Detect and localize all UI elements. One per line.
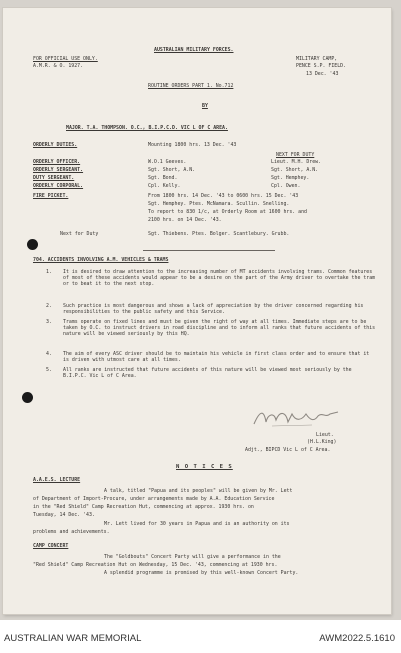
camp-concert-heading: CAMP CONCERT bbox=[33, 543, 69, 549]
item-number: 5. bbox=[46, 367, 52, 373]
duty-next: Sgt. Short, A.N. bbox=[271, 167, 319, 173]
archive-name: AUSTRALIAN WAR MEMORIAL bbox=[4, 633, 142, 644]
orderly-duties-heading: ORDERLY DUTIES. bbox=[33, 142, 78, 148]
duty-label: ORDERLY CORPORAL. bbox=[33, 183, 84, 189]
item-text: It is desired to draw attention to the increasing number of MT accidents involving trams. Common features of most of these accidents would appear to be a desire on the part of the Army driver to overtake the tram or to beat it to the next stop. bbox=[63, 269, 376, 287]
aaes-line: A talk, titled "Papua and its peoples" will be given by Mr. Lett bbox=[104, 488, 293, 494]
official-use-label: FOR OFFICIAL USE ONLY. bbox=[33, 56, 98, 62]
duty-label: DUTY SERGEANT. bbox=[33, 175, 75, 181]
punch-hole-top bbox=[27, 239, 38, 250]
fire-picket-line: To report to 830 1/c, at Orderly Room at 1600 hrs. and bbox=[148, 209, 307, 215]
concert-line: The "Goldbouts" Concert Party will give a performance in the bbox=[104, 554, 281, 560]
next-for-duty-names: Sgt. Thiebens. Ptes. Bolger. Scantlebury. Grubb. bbox=[148, 231, 290, 237]
by-label: BY bbox=[202, 103, 208, 109]
aaes-line: of Department of Import-Procure, under arrangements made by A.A. Education Service bbox=[33, 496, 275, 502]
item-number: 2. bbox=[46, 303, 52, 309]
signature-scrawl-icon bbox=[252, 406, 342, 430]
mounting-time: Mounting 1800 hrs. 13 Dec. '43 bbox=[148, 142, 237, 148]
archive-reference: AWM2022.5.1610 bbox=[319, 633, 395, 644]
section-704-heading: 704. ACCIDENTS INVOLVING A.M. VEHICLES & TRAMS bbox=[33, 257, 169, 263]
item-text: Trams operate on fixed lines and must be given the right of way at all times. Immediate steps are to be taken by O.C. to instruct drivers in road discipline and to inform all ranks that future accidents of this nature will be viewed seriously by this HQ. bbox=[63, 319, 376, 337]
item-number: 3. bbox=[46, 319, 52, 325]
document-date: 13 Dec. '43 bbox=[306, 71, 339, 77]
amr-reference: A.M.R. & O. 1927. bbox=[33, 63, 84, 69]
signatory-role: Adjt., BIPCD Vic L of C Area. bbox=[245, 447, 331, 453]
document-title: AUSTRALIAN MILITARY FORCES. bbox=[154, 47, 234, 53]
signatory-rank: Lieut. bbox=[316, 432, 334, 438]
handwritten-signature bbox=[252, 406, 342, 433]
next-for-duty-heading: NEXT FOR DUTY bbox=[276, 152, 315, 158]
duty-next: Sgt. Hemphey. bbox=[271, 175, 310, 181]
duty-next: Cpl. Owen. bbox=[271, 183, 301, 189]
fire-picket-line: From 1800 hrs. 14 Dec. '43 to 0600 hrs. 15 Dec. '43 bbox=[148, 193, 299, 199]
fire-picket-label: FIRE PICKET. bbox=[33, 193, 69, 199]
duty-current: Cpl. Kelly. bbox=[148, 183, 181, 189]
field-name: PENCE S.P. FIELD. bbox=[296, 63, 347, 69]
signatory-name: (H.L.King) bbox=[307, 439, 337, 445]
section-divider bbox=[143, 250, 275, 251]
duty-label: ORDERLY OFFICER. bbox=[33, 159, 81, 165]
concert-line: A splendid programme is promised by this well-known Concert Party. bbox=[104, 570, 299, 576]
next-for-duty-label: Next for Duty bbox=[60, 231, 99, 237]
orders-title: ROUTINE ORDERS PART 1. No.712 bbox=[148, 83, 234, 89]
item-number: 4. bbox=[46, 351, 52, 357]
duty-current: Sgt. Bond. bbox=[148, 175, 178, 181]
aaes-line: problems and achievements. bbox=[33, 529, 110, 535]
item-text: Such practice is most dangerous and shows a lack of appreciation by the driver concerned regarding his responsibilities to the public safety and this Service. bbox=[63, 303, 364, 315]
aaes-line: Mr. Lett lived for 30 years in Papua and is an authority on its bbox=[104, 521, 290, 527]
notices-heading: N O T I C E S bbox=[176, 464, 233, 470]
aaes-line: in the "Red Shield" Camp Recreation Hut, commencing at approx. 1930 hrs. on bbox=[33, 504, 254, 510]
concert-line: "Red Shield" Camp Recreation Hut on Wednesday, 15 Dec. '43, commencing at 1930 hrs. bbox=[33, 562, 278, 568]
camp-name: MILITARY CAMP, bbox=[296, 56, 338, 62]
punch-hole-bottom bbox=[22, 392, 33, 403]
duty-current: Sgt. Short, A.N. bbox=[148, 167, 196, 173]
item-text: All ranks are instructed that future accidents of this nature will be viewed most seriously by the B.I.P.C. Vic L of C Area. bbox=[63, 367, 352, 379]
item-text: The aim of every ASC driver should be to maintain his vehicle in first class order and to ensure that it is driven with utmost care at all times. bbox=[63, 351, 370, 363]
issuing-officer: MAJOR. T.A. THOMPSON. O.C., B.I.P.C.D. VIC L OF C AREA. bbox=[66, 125, 228, 131]
archive-footer bbox=[0, 620, 401, 653]
fire-picket-line: Sgt. Hemphey. Ptes. McNamara. Scullin. Snelling. bbox=[148, 201, 290, 207]
duty-current: W.O.1 Geeves. bbox=[148, 159, 187, 165]
aaes-line: Tuesday, 14 Dec. '43. bbox=[33, 512, 95, 518]
item-number: 1. bbox=[46, 269, 52, 275]
fire-picket-line: 2100 hrs. on 14 Dec. '43. bbox=[148, 217, 222, 223]
duty-next: Lieut. M.H. Drew. bbox=[271, 159, 322, 165]
aaes-lecture-heading: A.A.E.S. LECTURE bbox=[33, 477, 81, 483]
duty-label: ORDERLY SERGEANT. bbox=[33, 167, 84, 173]
